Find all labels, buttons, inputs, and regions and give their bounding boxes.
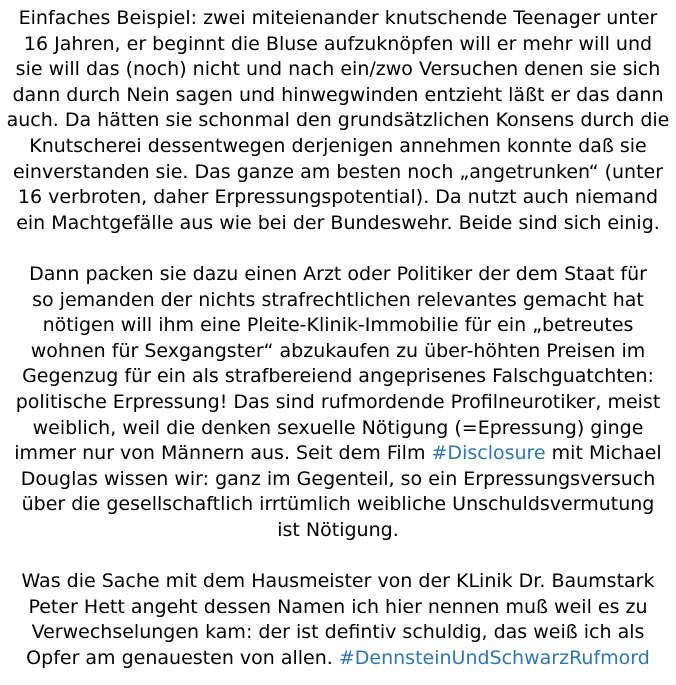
text-line: nötigen will ihm eine Pleite-Klinik-Immobilie für ein „betreutes bbox=[42, 314, 634, 337]
text-line: wohnen für Sexgangster“ abzukaufen zu über-höhten Preisen im bbox=[30, 339, 646, 362]
text-line: dann durch Nein sagen und hinwegwinden entzieht läßt er das dann bbox=[12, 83, 664, 106]
text-line: Gegenzug für ein als strafbereiend angeprisenes Falschguatchten: bbox=[22, 365, 654, 388]
text-segment: Opfer am genauesten von allen. bbox=[26, 646, 339, 669]
text-line: einverstanden sie. Das ganze am besten noch „angetrunken“ (unter bbox=[12, 160, 664, 183]
text-line: Einfaches Beispiel: zwei miteienander knutschende Teenager unter bbox=[18, 7, 658, 29]
text-line: Peter Hett angeht dessen Namen ich hier nennen muß weil es zu bbox=[28, 595, 648, 618]
text-line: Douglas wissen wir: ganz im Gegenteil, so ein Erpressungsversuch bbox=[20, 467, 656, 490]
text-line: weiblich, weil die denken sexuelle Nötigung (=Epressung) ginge bbox=[32, 416, 644, 439]
text-line: Was die Sache mit dem Hausmeister von der KLinik Dr. Baumstark bbox=[21, 570, 655, 593]
text-segment: immer nur von Männern aus. Seit dem Film bbox=[14, 442, 432, 465]
text-line: Dann packen sie dazu einen Arzt oder Politiker der dem Staat für bbox=[29, 262, 647, 285]
text-line: ein Machtgefälle aus wie bei der Bundeswehr. Beide sind sich einig. bbox=[16, 211, 660, 234]
text-line: auch. Da hätten sie schonmal den grundsätzlichen Konsens durch die bbox=[6, 109, 670, 132]
text-line: politische Erpressung! Das sind rufmordende Profilneurotiker, meist bbox=[15, 390, 661, 413]
paragraph-3 bbox=[4, 569, 672, 671]
text-line bbox=[4, 441, 672, 467]
hashtag-dennstein-link[interactable]: #DennsteinUndSchwarzRufmord bbox=[338, 646, 650, 669]
text-line: Knutscherei dessentwegen derjenigen annehmen konnte daß sie bbox=[29, 134, 647, 157]
text-line: 16 verbroten, daher Erpressungspotential). Da nutzt auch niemand bbox=[17, 186, 659, 209]
paragraph-2 bbox=[4, 262, 672, 544]
hashtag-disclosure-link[interactable]: #Disclosure bbox=[431, 442, 546, 465]
text-line: 16 Jahren, er beginnt die Bluse aufzuknöpfen will er mehr will und bbox=[23, 32, 653, 55]
text-line: sie will das (noch) nicht und nach ein/zwo Versuchen denen sie sich bbox=[15, 58, 661, 81]
text-line: ist Nötigung. bbox=[277, 518, 399, 541]
text-line: über die gesellschaftlich irrtümlich weibliche Unschuldsvermutung bbox=[21, 493, 655, 516]
text-line: Verwechselungen kam: der ist defintiv schuldig, das weiß ich als bbox=[31, 621, 645, 644]
text-segment: mit Michael bbox=[545, 442, 662, 465]
text-line bbox=[4, 646, 672, 672]
paragraph-1 bbox=[4, 6, 672, 236]
text-line: so jemanden der nichts strafrechtlichen relevantes gemacht hat bbox=[32, 288, 644, 311]
